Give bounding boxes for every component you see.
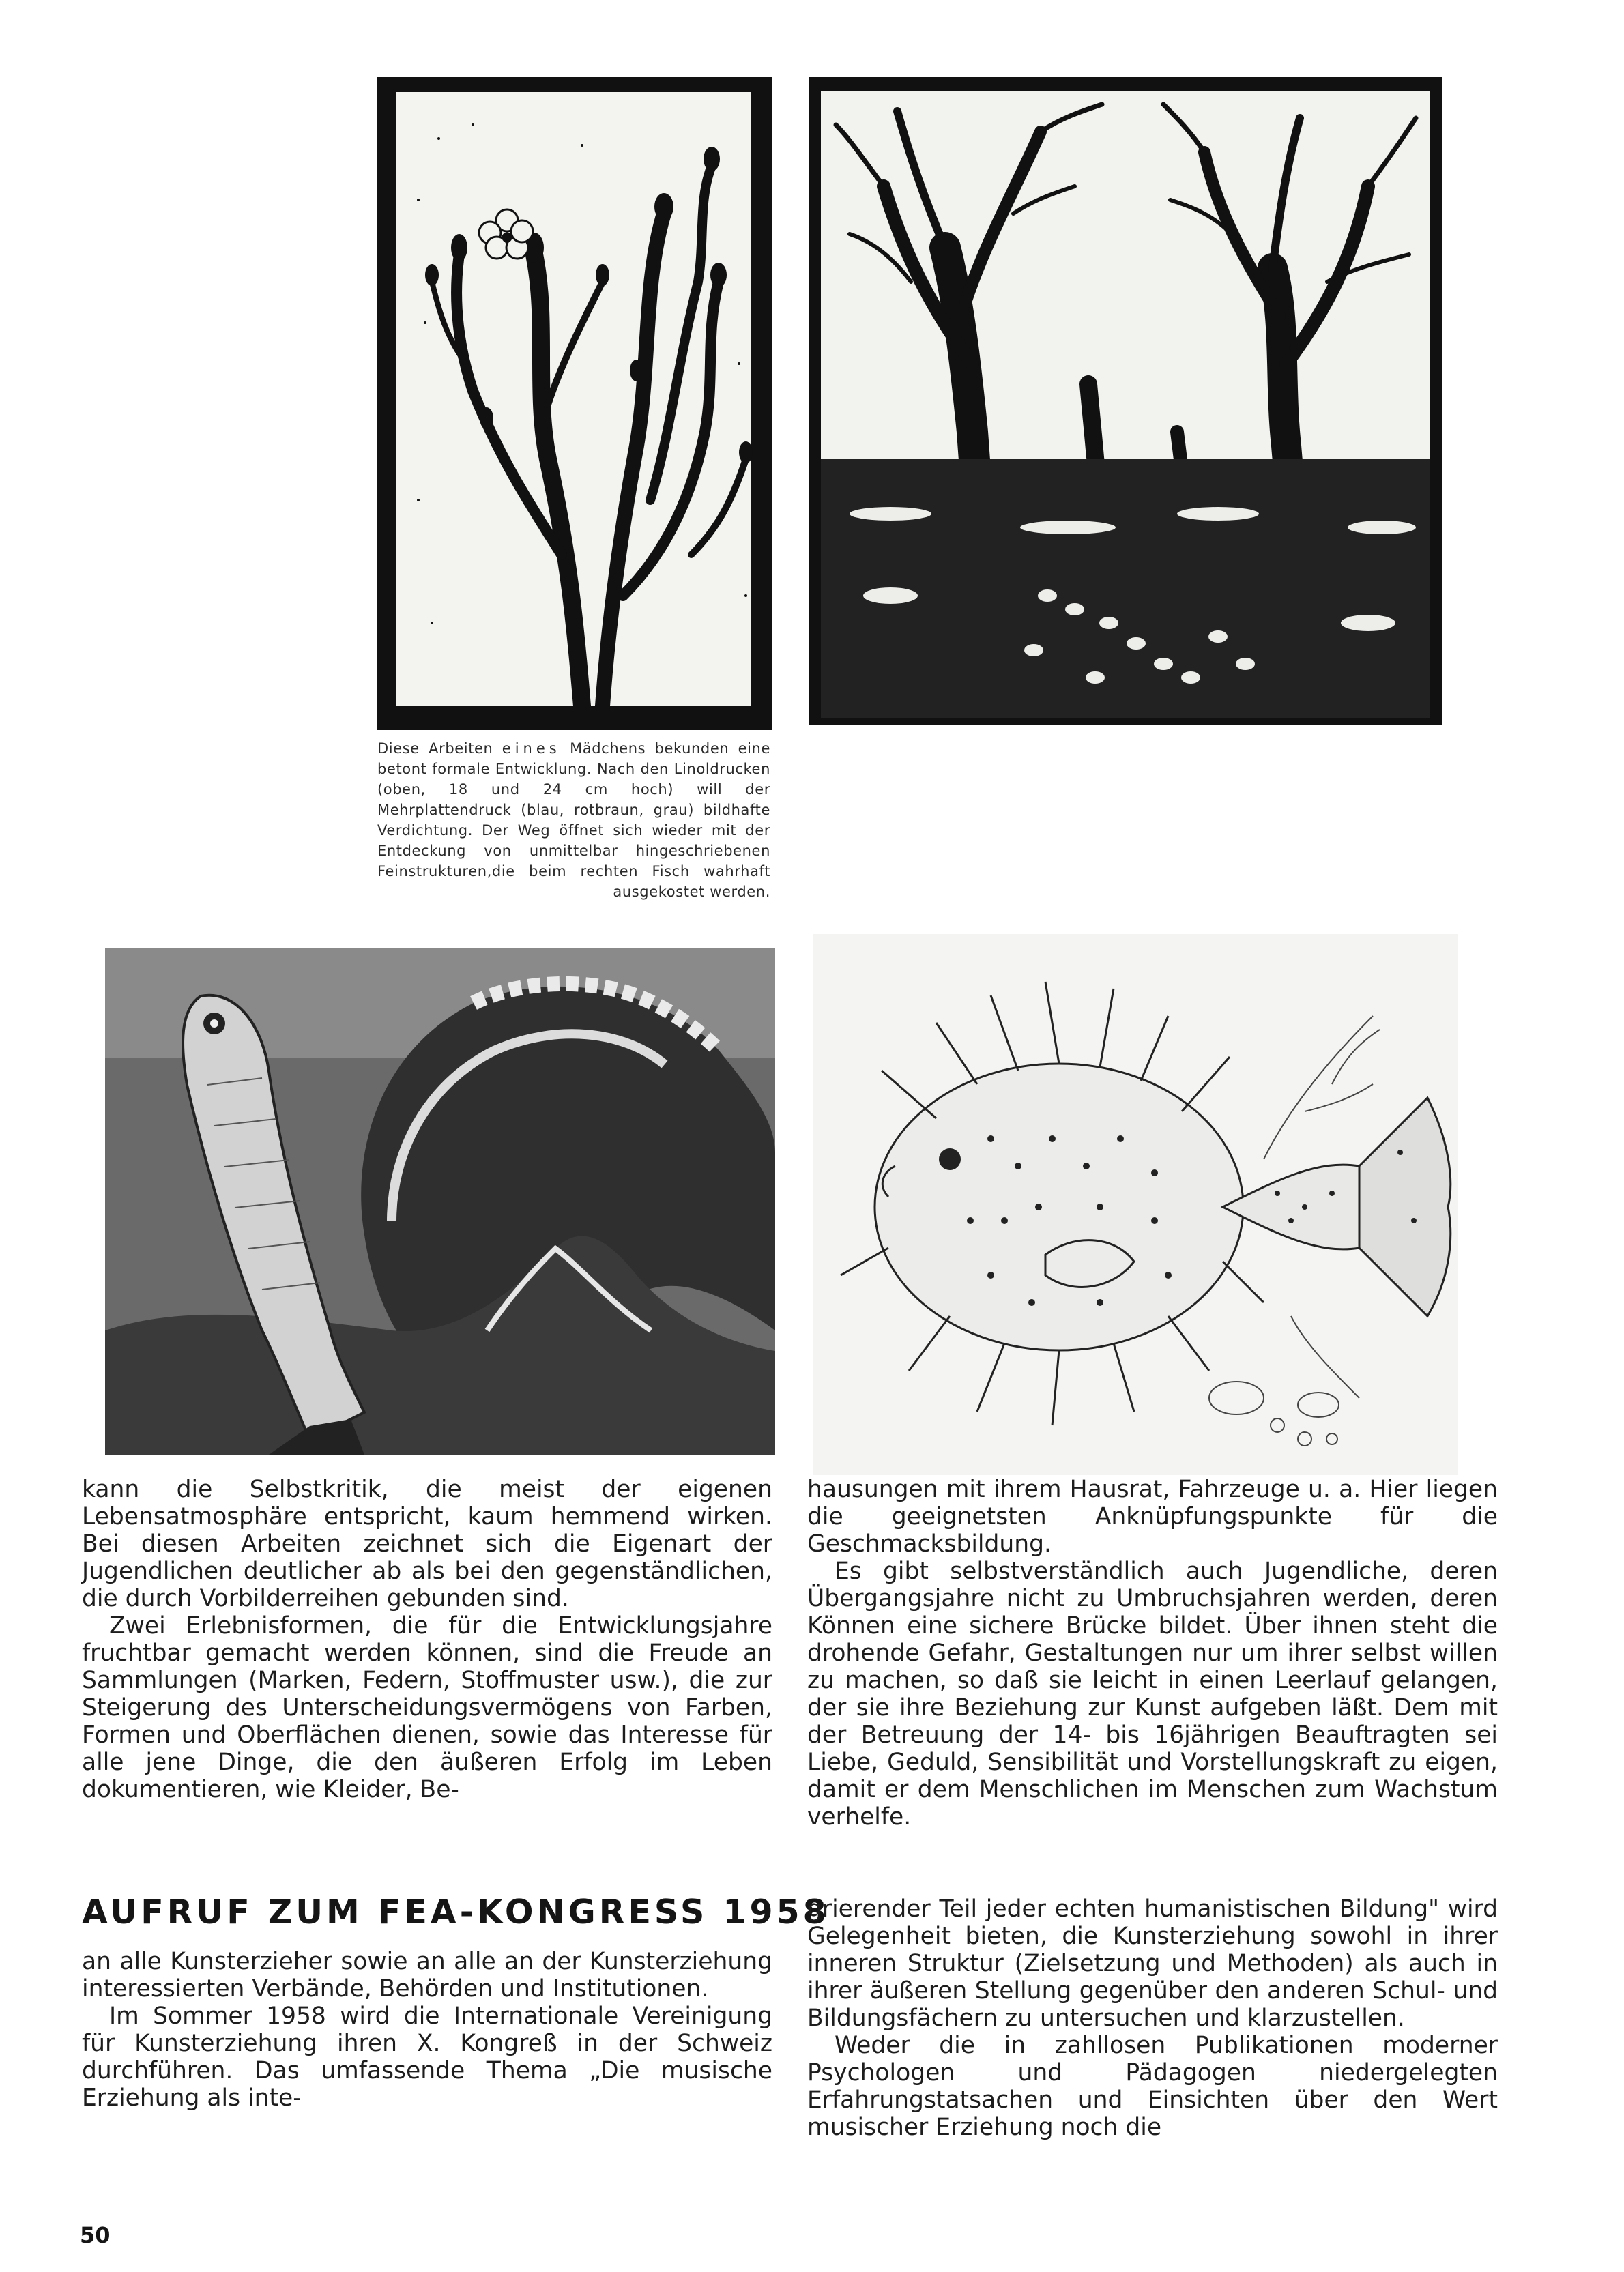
article-paragraph: Es gibt selbstverständlich auch Jugendliche, deren Übergangsjahre nicht zu Umbruchsjahren werden, deren Können eine sichere Brücke bildet. Über ihnen steht die drohende Gefahr, Gestaltungen nur um ihrer selbst willen zu machen, so daß sie leicht in einen Leerlauf gelangen, der sie ihre Beziehung zur Kunst aufgeben läßt. Dem mit der Betreuung der 14- bis 16jährigen Beauftragten sei Liebe, Geduld, Sensibilität und Vorstellungskraft zu eigen, damit er dem Menschlichen im Menschen zum Wachstum verhelfe.: [807, 1558, 1498, 1831]
drawing-spiny-fish-image: [813, 934, 1458, 1475]
linocut-trees-image: [809, 77, 1442, 725]
aufruf-paragraph: grierender Teil jeder echten humanistischen Bildung" wird Gelegenheit bieten, die Kunsterziehung sowohl in ihrer inneren Struktur (Zielsetzung und Methoden) als auch in ihrer äußeren Stellung gegenüber den anderen Schul- und Bildungsfächern zu untersuchen und klarzustellen.: [807, 1895, 1498, 2032]
article-column-left: [82, 1476, 772, 1803]
caption-text-start: Diese Arbeiten: [377, 740, 502, 757]
article-paragraph: kann die Selbstkritik, die meist der eigenen Lebensatmosphäre entspricht, kaum hemmend wirken. Bei diesen Arbeiten zeichnet sich die Eigenart der Jugendlichen deutlicher ab als bei den gegenständlichen, die durch Vorbilderreihen gebunden sind.: [82, 1476, 772, 1612]
linocut-branches-image: [377, 77, 772, 730]
aufruf-paragraph: Weder die in zahllosen Publikationen moderner Psychologen und Pädagogen niedergelegten Erfahrungstatsachen und Einsichten über den Wert musischer Erziehung noch die: [807, 2032, 1498, 2141]
figure-caption: [377, 738, 770, 902]
article-column-right: [807, 1476, 1498, 1831]
aufruf-column-right: [807, 1895, 1498, 2141]
aufruf-column-left: [82, 1948, 772, 2112]
article-paragraph: Zwei Erlebnisformen, die für die Entwicklungsjahre fruchtbar gemacht werden können, sind die Freude an Sammlungen (Marken, Federn, Stoffmuster usw.), die zur Steigerung des Unterscheidungsvermögens von Farben, Formen und Oberflächen dienen, sowie das Interesse für alle jene Dinge, die den äußeren Erfolg im Leben dokumentieren, wie Kleider, Be-: [82, 1612, 772, 1803]
article-paragraph: hausungen mit ihrem Hausrat, Fahrzeuge u. a. Hier liegen die geeignetsten Anknüpfungspunkte für die Geschmacksbildung.: [807, 1476, 1498, 1558]
caption-emphasis: eines: [502, 740, 561, 757]
aufruf-paragraph: an alle Kunsterzieher sowie an alle an der Kunsterziehung interessierten Verbände, Behörden und Institutionen.: [82, 1948, 772, 2002]
aufruf-paragraph: Im Sommer 1958 wird die Internationale Vereinigung für Kunsterziehung ihren X. Kongreß in der Schweiz durchführen. Das umfassende Thema „Die musische Erziehung als inte-: [82, 2002, 772, 2112]
section-headline: AUFRUF ZUM FEA-KONGRESS 1958: [82, 1893, 830, 1932]
multiplate-print-wave-image: [105, 948, 775, 1455]
caption-text-end: Mädchens bekunden eine betont formale Entwicklung. Nach den Linoldrucken (oben, 18 und 24 cm hoch) will der Mehrplattendruck (blau, rotbraun, grau) bildhafte Verdichtung. Der Weg öffnet sich wieder mit der Entdeckung von unmittelbar hingeschriebenen Feinstrukturen,die beim rechten Fisch wahrhaft ausgekostet werden.: [377, 740, 770, 900]
page-number: 50: [80, 2222, 111, 2248]
